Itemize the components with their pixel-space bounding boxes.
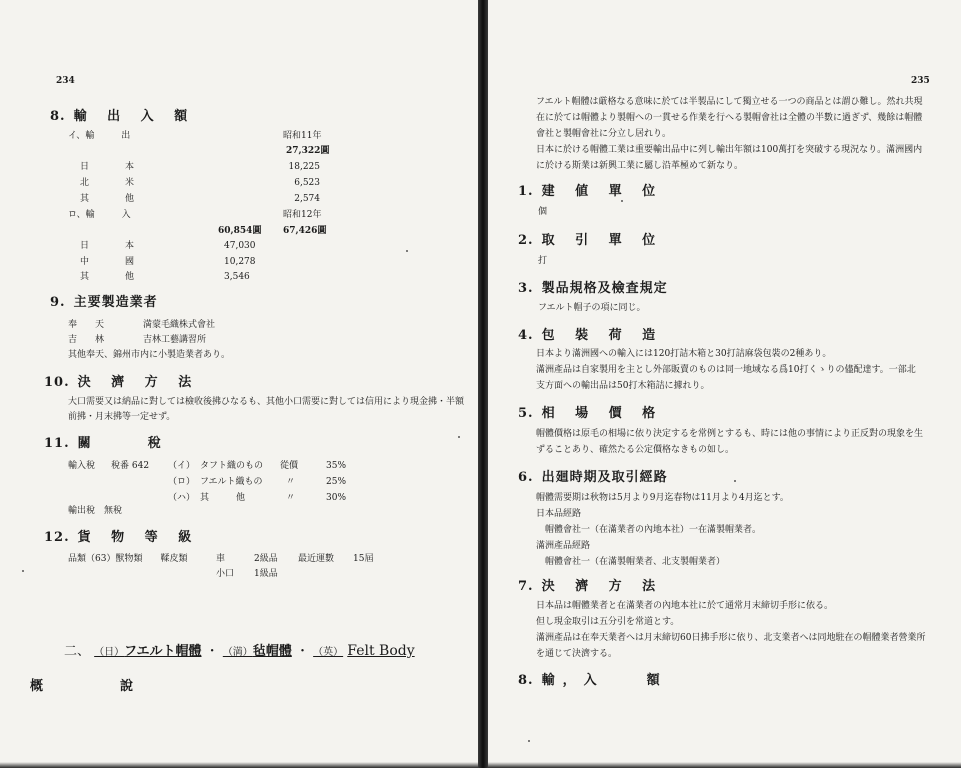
import-row-value: 10,278: [224, 257, 256, 267]
season-paragraph: [536, 490, 951, 570]
maker-name: 吉林工藝講習所: [143, 335, 207, 345]
section-number: 2.: [518, 233, 534, 248]
subtitle-term-man: 毡帽體: [252, 644, 292, 659]
export-row-label: 日 本: [80, 162, 135, 172]
text-line: 支方面への輸出品は50打木箱詰に據れり。: [536, 381, 710, 391]
subtitle-separator: ・: [295, 644, 309, 659]
page-number-left: 234: [56, 76, 75, 86]
text-line: 滿洲產品は在奉天業者へは月末締切60日拂手形に依り、北支業者へは同地駐在の帽體業者營業所: [536, 633, 926, 643]
tariff-mark: （ハ）: [168, 493, 196, 503]
tariff-mark: （イ）: [168, 461, 196, 471]
text-line: 在に於ては帽體より製帽への一貫せる作業を行へる製帽會社は全體の半數に過ぎず、幾餘は帽體: [536, 113, 923, 123]
intro-paragraph: [536, 94, 951, 174]
text-line: 帽體會社一（在滿業者の內地本社）一在滿製帽業者。: [536, 525, 762, 535]
settlement-line-2: 前拂・月末拂等一定せず。: [68, 412, 176, 422]
tariff-kind: 〃: [286, 493, 296, 503]
subtitle-separator: ・: [205, 644, 219, 659]
text-line: ずることあり、確然たる公定價格なきもの如し。: [536, 445, 735, 455]
text-line: 帽體會社一（在滿製帽業者、北支製帽業者）: [536, 557, 726, 567]
import-label: ロ、輸 入: [68, 210, 131, 220]
maker-note: 其他奉天、錦州市内に小製造業者あり。: [68, 350, 231, 360]
section-number: 11.: [44, 436, 70, 451]
section-title: 決 濟 方 法: [77, 375, 200, 390]
export-row-label: 其 他: [80, 194, 135, 204]
section-title: 製品規格及檢査規定: [541, 281, 668, 296]
import-row-value: 3,546: [224, 272, 250, 282]
right-page: [488, 0, 961, 768]
section-number: 6.: [518, 470, 534, 485]
section-4-heading: [518, 324, 663, 343]
text-line: 帽體需要期は秋物は5月より9月迄春物は11月より4月迄とす。: [536, 493, 789, 503]
section-title: 取 引 單 位: [541, 233, 664, 248]
subtitle-lang-en: （英）: [313, 647, 344, 658]
maker-place: 奉 天: [68, 320, 105, 330]
import-total-a: 60,854圓: [218, 226, 262, 236]
maker-name: 満蒙毛織株式會社: [143, 320, 216, 330]
section-8-heading-right: [518, 669, 668, 688]
section-body: 個: [538, 207, 548, 217]
subtitle-prefix: 二、: [64, 644, 91, 659]
freight-small-lot: 小口: [216, 569, 235, 579]
export-tax: 輸出稅 無稅: [68, 506, 123, 516]
section-number: 8.: [518, 673, 534, 688]
export-label: イ、輸 出: [68, 131, 131, 141]
overview-heading-b: 說: [120, 679, 135, 694]
section-title: 建 値 單 位: [541, 184, 664, 199]
export-row-value: 6,523: [294, 178, 320, 188]
import-row-label: 中 國: [80, 257, 135, 267]
tariff-number: 稅番 642: [111, 461, 150, 471]
text-line: 日本に於ける帽體工業は重要輸出品中に列し輸出年額は100萬打を突破する現況なり。滿洲國内: [536, 145, 923, 155]
import-row-label: 其 他: [80, 272, 135, 282]
text-line: に於ける斯業は新興工業に屬し沿革極めて新なり。: [536, 161, 744, 171]
section-9-heading: [50, 291, 158, 310]
page-number-right: 235: [911, 76, 930, 86]
section-number: 3.: [518, 281, 534, 296]
section-number: 8.: [50, 109, 66, 124]
section-title: 決 濟 方 法: [541, 579, 664, 594]
import-row-label: 日 本: [80, 241, 135, 251]
tariff-item: タフト織のもの: [200, 461, 264, 471]
price-paragraph: [536, 426, 951, 458]
settlement-line-1: 大口需要又は納品に對しては檢收後拂ひなるも、其他小口需要に對しては信用により現金拂・半額: [68, 397, 465, 407]
section-2-heading: [518, 229, 663, 248]
freight-class: 品類（63）獸物類 鞣皮類: [68, 554, 188, 564]
overview-heading-a: 概: [30, 679, 45, 694]
export-total: 27,322圓: [286, 146, 330, 156]
tariff-mark: （ロ）: [168, 477, 196, 487]
freight-recent: 最近運數: [298, 554, 335, 564]
subtitle-lang-man: （満）: [222, 647, 253, 658]
export-row-value: 18,225: [288, 162, 320, 172]
subtitle-lang-ja: （日）: [94, 647, 125, 658]
tariff-item: 其 他: [200, 493, 246, 503]
import-tax-label: 輸入稅: [68, 461, 96, 471]
section-3-heading: [518, 277, 668, 296]
section-number: 9.: [50, 295, 66, 310]
section-title: 出廻時期及取引經路: [541, 470, 668, 485]
subtitle-term-ja: フエルト帽體: [124, 644, 202, 659]
section-number: 7.: [518, 579, 534, 594]
text-line: 日本品經路: [536, 509, 582, 519]
section-number: 4.: [518, 328, 534, 343]
import-year: 昭和12年: [283, 210, 322, 220]
section-1-heading: [518, 180, 663, 199]
section-title: 包 裝 荷 造: [541, 328, 664, 343]
freight-small-grade: 1級品: [254, 569, 278, 579]
section-7-heading: [518, 575, 663, 594]
subtitle-term-en: Felt Body: [347, 643, 415, 659]
export-row-label: 北 米: [80, 178, 135, 188]
section-10-heading: [44, 371, 199, 390]
freight-count: 15屆: [353, 554, 374, 564]
section-5-heading: [518, 402, 663, 421]
text-line: 會社と製帽會社に分立し居れり。: [536, 129, 672, 139]
section-number: 12.: [44, 530, 70, 545]
text-line: 帽體價格は原毛の相場に依り決定するを常例とするも、時には他の事情により正反對の現象を生: [536, 429, 924, 439]
export-row-value: 2,574: [294, 194, 320, 204]
section-number: 10.: [44, 375, 70, 390]
text-line: 滿洲產品は自家製用を主とし外部販賣のものは同一地域なる爲10打くゝりの儘配達す。一部北: [536, 365, 916, 375]
text-line: 但し現金取引は五分引を常道とす。: [536, 617, 680, 627]
section-title: 主要製造業者: [73, 295, 158, 310]
left-page: [0, 0, 479, 768]
section-11-heading: [44, 432, 162, 451]
maker-place: 吉 林: [68, 335, 105, 345]
import-total-b: 67,426圓: [283, 226, 327, 236]
text-line: 日本より滿洲國への輸入には120打詰木箱と30打詰麻袋包裝の2種あり。: [536, 349, 832, 359]
section-number: 1.: [518, 184, 534, 199]
tariff-rate: 35%: [326, 461, 347, 471]
section-8-heading: [50, 105, 195, 124]
packing-paragraph: [536, 346, 951, 394]
tariff-item: フエルト織もの: [200, 477, 263, 487]
chapter-subtitle: [64, 640, 415, 659]
section-title: 貨 物 等 級: [77, 530, 200, 545]
text-line: 滿洲產品經路: [536, 541, 591, 551]
section-body: フエルト帽子の項に同じ。: [538, 303, 646, 313]
section-title: 輸 出 入 額: [73, 109, 196, 124]
tariff-kind: 從價: [280, 461, 299, 471]
text-line: フエルト帽體は厳格なる意味に於ては半製品にして獨立せる一つの商品とは謂ひ難し。然れ共現: [536, 97, 923, 107]
book-gutter: [478, 0, 488, 768]
settlement-paragraph: [536, 598, 951, 662]
tariff-rate: 25%: [326, 477, 347, 487]
freight-grade: 2級品: [254, 554, 278, 564]
section-number: 5.: [518, 406, 534, 421]
export-year: 昭和11年: [283, 131, 322, 141]
section-12-heading: [44, 526, 199, 545]
tariff-kind: 〃: [286, 477, 296, 487]
text-line: を通じて決濟する。: [536, 649, 618, 659]
import-row-value: 47,030: [224, 241, 256, 251]
text-line: 日本品は帽體業者と在滿業者の內地本社に於て通常月末締切手形に依る。: [536, 601, 834, 611]
section-body: 打: [538, 256, 548, 266]
section-title: 輸，入 額: [541, 673, 668, 688]
section-6-heading: [518, 466, 668, 485]
section-title: 相 場 價 格: [541, 406, 664, 421]
tariff-rate: 30%: [326, 493, 347, 503]
section-title: 關 稅: [77, 436, 162, 451]
freight-vehicle: 車: [216, 554, 226, 564]
